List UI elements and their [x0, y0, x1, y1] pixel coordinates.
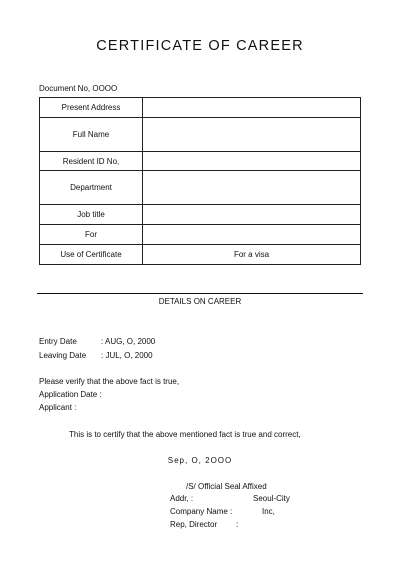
- use-of-certificate-field: For a visa: [143, 245, 361, 265]
- present-address-field: [143, 98, 361, 118]
- leaving-date-value: : JUL, O, 2000: [101, 351, 153, 360]
- entry-date-label: Entry Date: [39, 337, 77, 346]
- table-row: [40, 225, 361, 245]
- company-name-value: Inc,: [262, 507, 275, 516]
- table-row: [40, 205, 361, 225]
- row-label: Job title: [40, 205, 143, 225]
- leaving-date-label: Leaving Date: [39, 351, 87, 360]
- entry-date-value: : AUG, O, 2000: [101, 337, 156, 346]
- section-divider: [37, 293, 363, 294]
- table-row: [40, 118, 361, 152]
- document-number: Document No, OOOO: [39, 84, 118, 93]
- application-date: Application Date :: [39, 390, 102, 399]
- applicant: Applicant :: [39, 403, 77, 412]
- certify-statement: This is to certify that the above mentioned fact is true and correct,: [69, 430, 301, 439]
- address-label: Addr, :: [170, 494, 194, 503]
- full-name-field: [143, 118, 361, 152]
- rep-director-value: :: [236, 520, 239, 529]
- rep-director-label: Rep, Director: [170, 520, 218, 529]
- row-label: Full Name: [40, 118, 143, 152]
- department-field: [143, 171, 361, 205]
- verify-text: Please verify that the above fact is true,: [39, 377, 180, 386]
- table-row: [40, 245, 361, 265]
- row-label: Present Address: [40, 98, 143, 118]
- document-title: CERTIFICATE OF CAREER: [96, 38, 304, 54]
- official-seal-note: /S/ Official Seal Affixed: [186, 482, 267, 491]
- row-label: Department: [40, 171, 143, 205]
- row-label: Use of Certificate: [40, 245, 143, 265]
- row-label: Resident ID No,: [40, 152, 143, 171]
- table-row: [40, 98, 361, 118]
- job-title-field: [143, 205, 361, 225]
- table-row: [40, 152, 361, 171]
- company-name-label: Company Name :: [170, 507, 233, 516]
- row-label: For: [40, 225, 143, 245]
- signature-date: Sep, O, 2OOO: [167, 456, 233, 465]
- table-row: [40, 171, 361, 205]
- resident-id-field: [143, 152, 361, 171]
- info-table: [39, 97, 361, 265]
- address-value: Seoul-City: [253, 494, 290, 503]
- details-heading: DETAILS ON CAREER: [158, 297, 242, 306]
- for-field: [143, 225, 361, 245]
